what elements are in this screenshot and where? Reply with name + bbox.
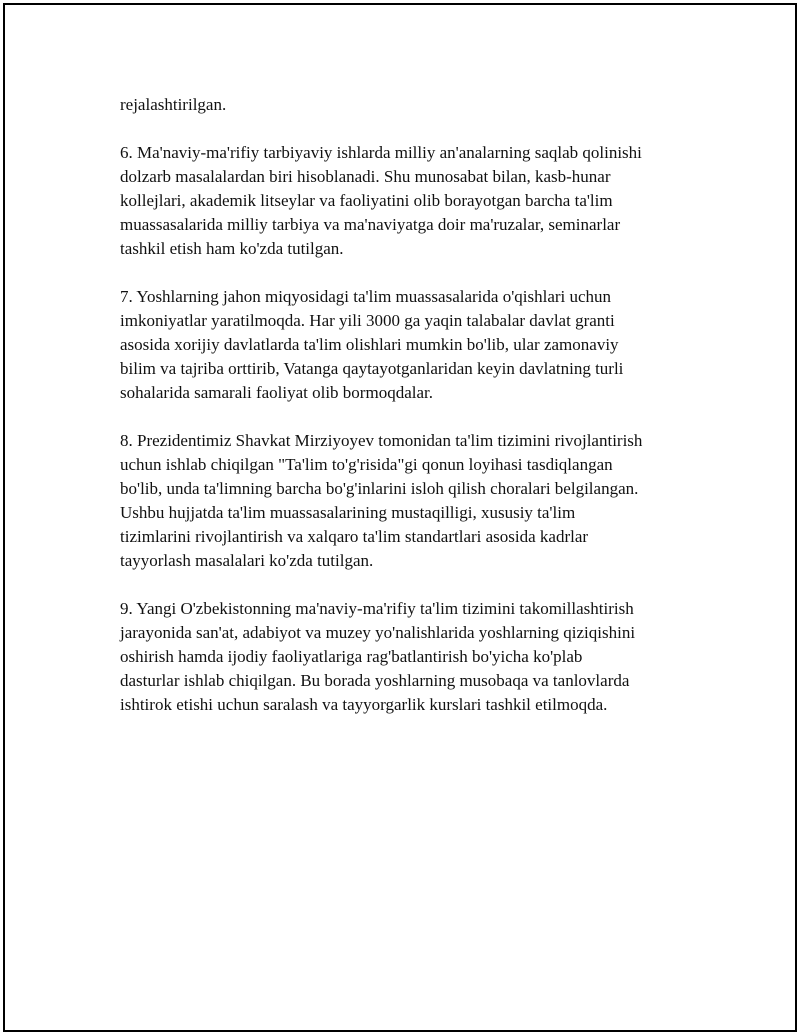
text-line: kollejlari, akademik litseylar va faoliyatini olib borayotgan barcha ta'lim: [120, 191, 613, 210]
text-line: tayyorlash masalalari ko'zda tutilgan.: [120, 551, 374, 570]
text-line: imkoniyatlar yaratilmoqda. Har yili 3000 ga yaqin talabalar davlat granti: [120, 311, 615, 330]
text-line: ishtirok etishi uchun saralash va tayyorgarlik kurslari tashkil etilmoqda.: [120, 695, 608, 714]
text-line: asosida xorijiy davlatlarda ta'lim olishlari mumkin bo'lib, ular zamonaviy: [120, 335, 619, 354]
text-line: sohalarida samarali faoliyat olib bormoqdalar.: [120, 383, 433, 402]
text-line: bilim va tajriba orttirib, Vatanga qaytayotganlaridan keyin davlatning turli: [120, 359, 624, 378]
text-line: Ushbu hujjatda ta'lim muassasalarining mustaqilligi, xususiy ta'lim: [120, 503, 576, 522]
text-line: 9. Yangi O'zbekistonning ma'naviy-ma'rifiy ta'lim tizimini takomillashtirish: [120, 599, 634, 618]
text-line: rejalashtirilgan.: [120, 95, 227, 114]
paragraph-9: [120, 597, 720, 717]
text-line: 7. Yoshlarning jahon miqyosidagi ta'lim muassasalarida o'qishlari uchun: [120, 287, 612, 306]
paragraph-6: [120, 141, 720, 261]
text-line: uchun ishlab chiqilgan "Ta'lim to'g'risida"gi qonun loyihasi tasdiqlangan: [120, 455, 613, 474]
text-line: 6. Ma'naviy-ma'rifiy tarbiyaviy ishlarda milliy an'analarning saqlab qolinishi: [120, 143, 642, 162]
text-line: tashkil etish ham ko'zda tutilgan.: [120, 239, 344, 258]
document-body: [120, 93, 720, 741]
document-page: [3, 3, 797, 1032]
text-line: 8. Prezidentimiz Shavkat Mirziyoyev tomonidan ta'lim tizimini rivojlantirish: [120, 431, 643, 450]
paragraph-7: [120, 285, 720, 405]
text-line: dasturlar ishlab chiqilgan. Bu borada yoshlarning musobaqa va tanlovlarda: [120, 671, 630, 690]
text-line: muassasalarida milliy tarbiya va ma'naviyatga doir ma'ruzalar, seminarlar: [120, 215, 621, 234]
paragraph-8: [120, 429, 720, 573]
text-line: oshirish hamda ijodiy faoliyatlariga rag'batlantirish bo'yicha ko'plab: [120, 647, 583, 666]
text-line: bo'lib, unda ta'limning barcha bo'g'inlarini isloh qilish choralari belgilangan.: [120, 479, 639, 498]
text-line: dolzarb masalalardan biri hisoblanadi. Shu munosabat bilan, kasb-hunar: [120, 167, 611, 186]
text-line: jarayonida san'at, adabiyot va muzey yo'nalishlarida yoshlarning qiziqishini: [120, 623, 636, 642]
text-line: tizimlarini rivojlantirish va xalqaro ta'lim standartlari asosida kadrlar: [120, 527, 589, 546]
paragraph-continuation: [120, 93, 720, 117]
